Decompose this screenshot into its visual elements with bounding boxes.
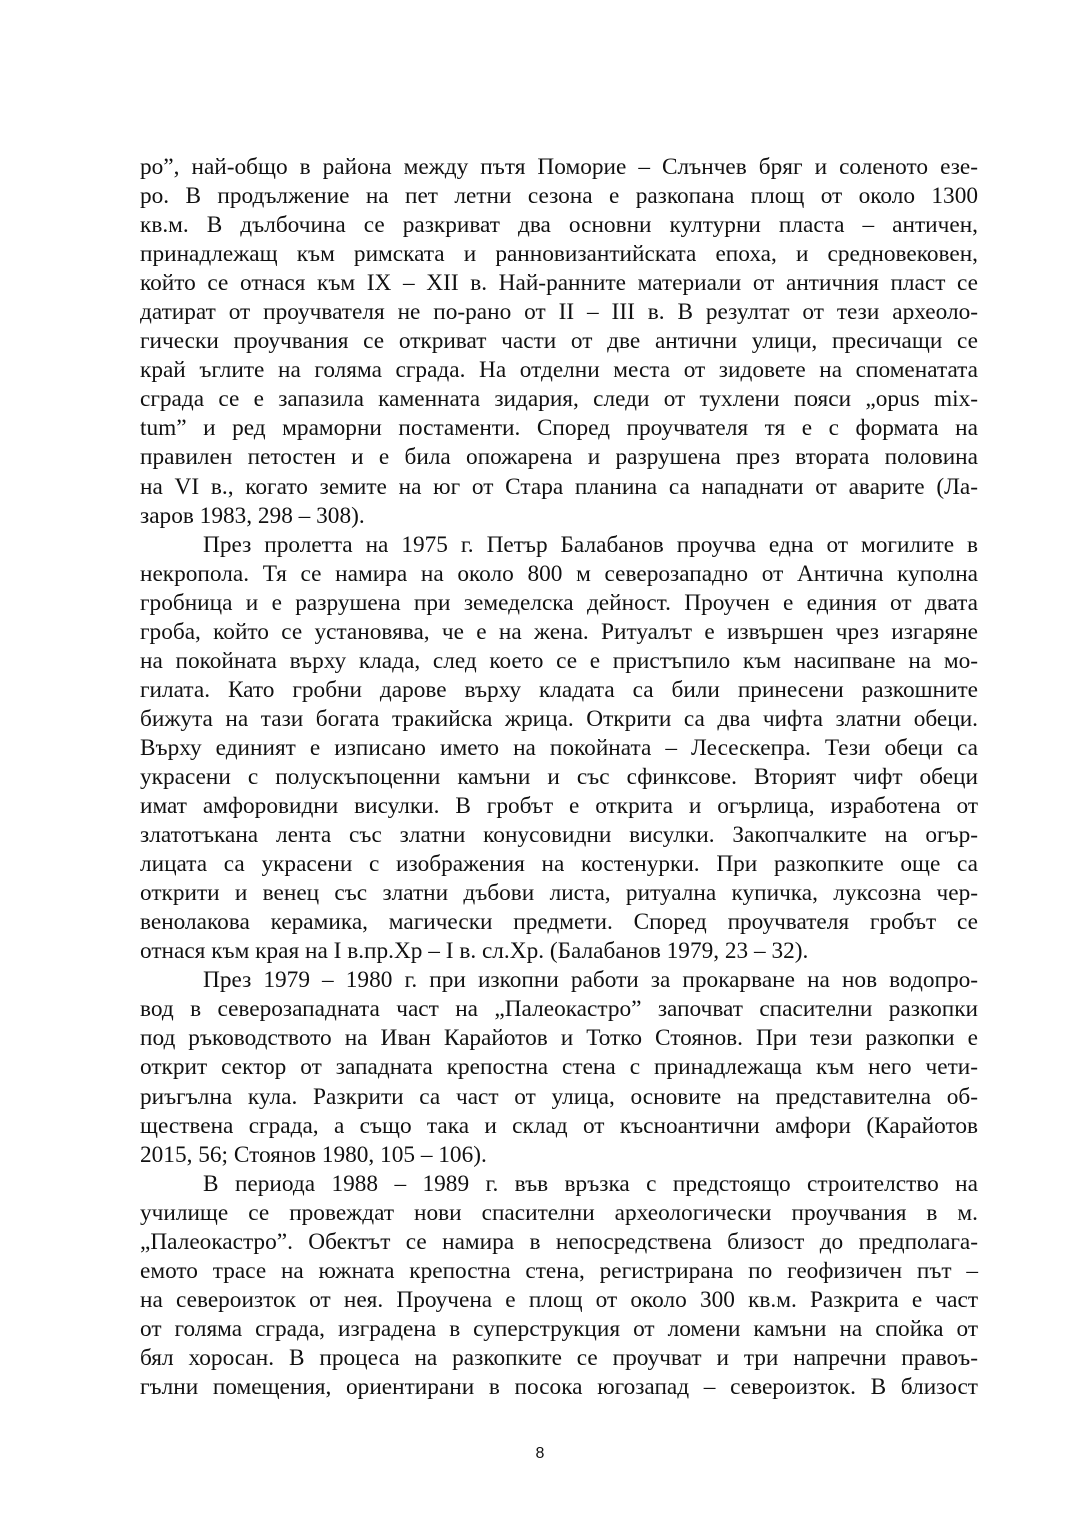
text-line: некропола. Тя се намира на около 800 м северозападно от Антична куполна	[140, 560, 978, 587]
text-line: ществена сграда, а също така и склад от късноантични амфори (Карайотов	[140, 1112, 978, 1139]
text-line: През 1979 – 1980 г. при изкопни работи за прокарване на нов водопро-	[203, 967, 978, 994]
document-body	[140, 153, 978, 1402]
text-line: венолакова керамика, магически предмети. Според проучвателя гробът се	[140, 909, 978, 936]
text-line: гроба, който се установява, че е на жена. Ритуалът е извършен чрез изгаряне	[140, 618, 978, 645]
text-line: открит сектор от западната крепостна стена с принадлежаща към него чети-	[140, 1054, 978, 1081]
text-line: сграда се е запазила каменната зидария, следи от тухлени пояси „opus mix-	[140, 386, 978, 413]
text-line: от голяма сграда, изградена в суперструкция от ломени камъни на спойка от	[140, 1315, 978, 1342]
text-line: заров 1983, 298 – 308).	[140, 502, 365, 529]
paragraph	[140, 1170, 978, 1402]
text-line: украсени с полускъпоценни камъни и със сфинксове. Вторият чифт обеци	[140, 763, 978, 790]
text-line: под ръководството на Иван Карайотов и Тотко Стоянов. При тези разкопки е	[140, 1025, 978, 1052]
text-line: правилен петостен и е била опожарена и разрушена през втората половина	[140, 444, 978, 471]
text-line: гически проучвания се откриват части от две антични улици, пресичащи се	[140, 328, 978, 355]
text-line: риъгълна кула. Разкрити са част от улица, основите на представителна об-	[140, 1083, 978, 1110]
text-line: златотъкана лента със златни конусовидни висулки. Закопчалките на огър-	[140, 822, 978, 849]
text-line: датират от проучвателя не по-рано от II – III в. В резултат от тези археоло-	[140, 299, 978, 326]
text-line: открити и венец със златни дъбови листа, ритуална купичка, луксозна чер-	[140, 880, 978, 907]
text-line: гълни помещения, ориентирани в посока югозапад – североизток. В близост	[140, 1373, 978, 1400]
text-line: В периода 1988 – 1989 г. във връзка с предстоящо строителство на	[203, 1170, 978, 1197]
text-line: 2015, 56; Стоянов 1980, 105 – 106).	[140, 1141, 487, 1168]
text-line: училище се провеждат нови спасителни археологически проучвания в м.	[140, 1199, 978, 1226]
text-line: вод в северозападната част на „Палеокастро” започват спасителни разкопки	[140, 996, 978, 1023]
text-line: „Палеокастро”. Обектът се намира в непосредствена близост до предполага-	[140, 1228, 978, 1255]
text-line: гилата. Като гробни дарове върху кладата са били принесени разкошните	[140, 676, 978, 703]
text-line: tum” и ред мраморни постаменти. Според проучвателя тя е с формата на	[140, 415, 978, 442]
text-line: на североизток от нея. Проучена е площ от около 300 кв.м. Разкрита е част	[140, 1286, 978, 1313]
text-line: принадлежащ към римската и ранновизантийската епоха, и средновековен,	[140, 241, 978, 268]
paragraph	[140, 531, 978, 967]
text-line: бял хоросан. В процеса на разкопките се проучват и три напречни правоъ-	[140, 1344, 978, 1371]
paragraph	[140, 966, 978, 1169]
text-line: гробница и е разрушена при земеделска дейност. Проучен е единия от двата	[140, 589, 978, 616]
text-line: Върху единият е изписано името на покойната – Лесескепра. Тези обеци са	[140, 734, 978, 761]
text-line: край ъглите на голяма сграда. На отделни места от зидовете на споменатата	[140, 357, 978, 384]
text-line: емото трасе на южната крепостна стена, регистрирана по геофизичен път –	[140, 1257, 978, 1284]
text-line: имат амфоровидни висулки. В гробът е открита и огърлица, изработена от	[140, 793, 978, 820]
text-line: ро. В продължение на пет летни сезона е разкопана площ от около 1300	[140, 183, 978, 210]
text-line: отнася към края на I в.пр.Хр – I в. сл.Хр. (Балабанов 1979, 23 – 32).	[140, 938, 809, 965]
text-line: кв.м. В дълбочина се разкриват два основни културни пласта – античен,	[140, 212, 978, 239]
text-line: През пролетта на 1975 г. Петър Балабанов проучва една от могилите в	[203, 531, 978, 558]
text-line: бижута на тази богата тракийска жрица. Открити са два чифта златни обеци.	[140, 705, 978, 732]
page-number: 8	[535, 1445, 545, 1462]
text-line: на VI в., когато земите на юг от Стара планина са нападнати от аварите (Ла-	[140, 473, 978, 500]
text-line: лицата са украсени с изображения на костенурки. При разкопките още са	[140, 851, 978, 878]
text-line: на покойната върху клада, след което се е пристъпило към насипване на мо-	[140, 647, 978, 674]
text-line: който се отнася към IX – XII в. Най-ранните материали от античния пласт се	[140, 270, 978, 297]
text-line: ро”, най-общо в района между пътя Поморие – Слънчев бряг и соленото езе-	[140, 154, 978, 180]
paragraph	[140, 153, 978, 531]
